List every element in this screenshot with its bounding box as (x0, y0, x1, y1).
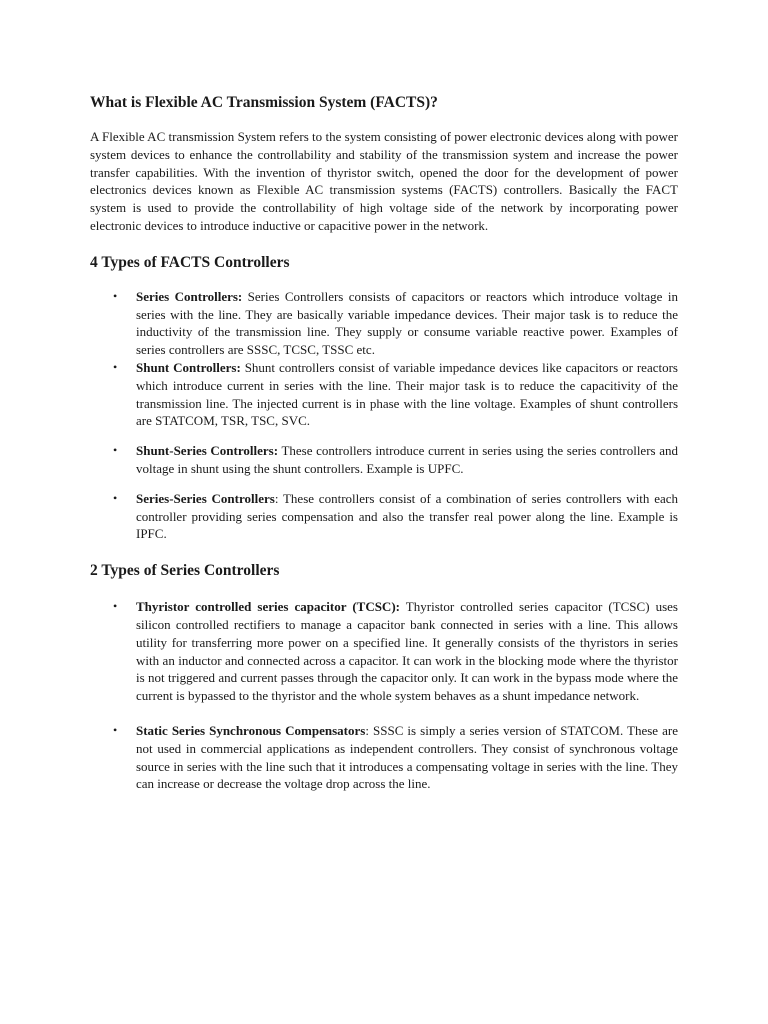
bullet-icon: • (113, 599, 118, 614)
section-heading-series-types: 2 Types of Series Controllers (90, 562, 280, 580)
series-controllers-list (90, 598, 678, 793)
list-item-tcsc (90, 598, 678, 705)
bullet-icon: • (113, 288, 118, 303)
term-sssc: Static Series Synchronous Compensators (136, 722, 366, 738)
desc-sssc: : SSSC is simply a series version of STATCOM. These are not used in commercial applications as independent controllers. They consist of synchronous voltage source in series with the line such that it introduces a compensating voltage in series with the line. They can increase or decrease the voltage drop across the line. (136, 722, 678, 792)
bullet-icon: • (113, 722, 118, 737)
document-page (90, 92, 678, 793)
term-shunt-series-controllers: Shunt-Series Controllers: (136, 443, 279, 459)
desc-series-controllers: Series Controllers consists of capacitors or reactors which introduce voltage in series with the line. They are basically variable impedance devices. Their major task is to reduce the inductivity of the transmission line. They supply or consume variable reactive power. Examples of series controllers are SSSC, TCSC, TSSC etc. (136, 288, 678, 358)
bullet-icon: • (113, 359, 118, 374)
term-tcsc: Thyristor controlled series capacitor (TCSC): (136, 599, 400, 615)
bullet-icon: • (113, 443, 118, 458)
list-item-series-series-controllers (90, 490, 678, 543)
term-series-controllers: Series Controllers: (136, 288, 243, 304)
term-shunt-controllers: Shunt Controllers: (136, 359, 241, 375)
desc-tcsc: Thyristor controlled series capacitor (TCSC) uses silicon controlled rectifiers to manage a capacitor bank connected in series with a line. This allows utility for transferring more power on a specified line. It generally consists of the thyristors in series with an inductor and connected across a capacitor. It can work in the blocking mode where the thyristor is not triggered and current passes through the capacitor only. It can work in the bypass mode where the current is bypassed to the thyristor and the whole system behaves as a shunt impedance network. (136, 599, 678, 704)
bullet-icon: • (113, 490, 118, 505)
list-item-shunt-series-controllers (90, 442, 678, 478)
intro-paragraph: A Flexible AC transmission System refers to the system consisting of power electronic devices along with power system devices to enhance the controllability and stability of the transmission system and increase the power transfer capabilities. With the invention of thyristor switch, opened the door for the development of power electronics devices known as Flexible AC transmission systems (FACTS) controllers. Basically the FACT system is used to provide the controllability of high voltage side of the network by incorporating power electronic devices to introduce inductive or capacitive power in the network. (90, 129, 678, 233)
desc-shunt-controllers: Shunt controllers consist of variable impedance devices like capacitors or reactors which introduce current in series with the line. Their major task is to reduce the capacitivity of the transmission line. The injected current is in phase with the line voltage. Examples of shunt controllers are STATCOM, TSR, TSC, SVC. (136, 359, 678, 429)
document-title: What is Flexible AC Transmission System (FACTS)? (90, 94, 438, 111)
term-series-series-controllers: Series-Series Controllers (136, 490, 275, 506)
section-heading-facts-types: 4 Types of FACTS Controllers (90, 253, 290, 271)
desc-shunt-series-controllers: These controllers introduce current in series using the series controllers and voltage in shunt using the shunt controllers. Example is UPFC. (136, 443, 678, 476)
list-item-series-controllers (90, 288, 678, 359)
facts-controllers-list (90, 288, 678, 543)
list-item-shunt-controllers (90, 359, 678, 430)
list-item-sssc (90, 722, 678, 793)
desc-series-series-controllers: : These controllers consist of a combination of series controllers with each controller providing series compensation and also the transfer real power along the line. Example is IPFC. (136, 490, 679, 542)
